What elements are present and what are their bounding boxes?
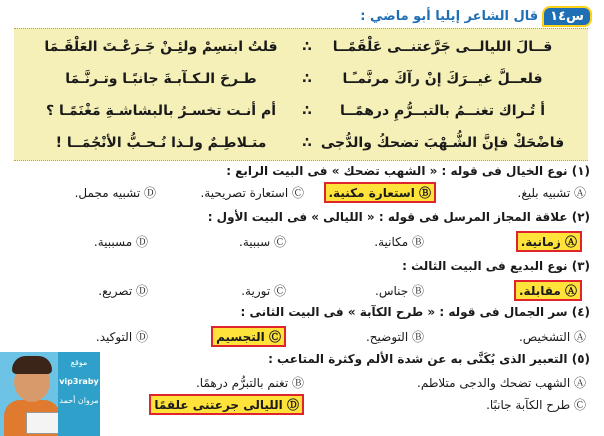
question-2-stem: (٢) علاقة المجاز المرسل فى قوله : « الليالى » فى البيت الأول : — [207, 210, 590, 224]
question-2-option-b[interactable]: Ⓑ مكانية. — [374, 235, 424, 249]
question-1-option-a[interactable]: Ⓐ تشبيه بليغ. — [517, 186, 586, 200]
question-1-option-d[interactable]: Ⓓ تشبيه مجمل. — [74, 186, 156, 200]
question-number-badge: س١٤ — [544, 8, 590, 25]
question-3-stem: (٣) نوع البديع فى البيت الثالث : — [402, 259, 590, 273]
watermark-line-1: موقع — [70, 358, 88, 367]
question-5-option-c[interactable]: Ⓒ طرح الكآبة جانبًا. — [486, 398, 586, 412]
verse-4-second-hemistich: متـلاطِـمٌ ولـذا نُـحـبُّ الأنْجُمَــا ! — [55, 135, 267, 151]
watermark-line-3: مروان أحمد — [59, 396, 99, 405]
question-1-option-b[interactable]: Ⓑ استعارة مكنية. — [324, 182, 437, 203]
question-2-option-d[interactable]: Ⓓ مسببية. — [93, 235, 148, 249]
verse-separator: ∴ — [302, 71, 312, 87]
verse-3-second-hemistich: أم أنـت تخسـرُ بالبشاشـةِ مَغْنَمًـا ؟ — [45, 103, 277, 119]
verse-2-first-hemistich: فلعــلَّ غيــرَكَ إنْ رآكَ مرنَّمـًـا — [342, 71, 543, 87]
question-3-option-b[interactable]: Ⓑ جناس. — [375, 284, 424, 298]
verse-4-first-hemistich: فاضْحَكْ فإنَّ الشُّـهْبَ تضحكُ والدُّجى — [320, 135, 565, 151]
verse-2 — [14, 67, 588, 91]
verse-3-first-hemistich: أ تُـراك تغنــمُ بالتبــرُّمِ درهمًــا — [339, 103, 545, 119]
question-4-option-b[interactable]: Ⓑ التوضيح. — [365, 330, 424, 344]
verse-separator: ∴ — [302, 103, 312, 119]
question-1-option-c[interactable]: Ⓒ استعارة تصريحية. — [200, 186, 304, 200]
question-4-option-c[interactable]: Ⓒ التجسيم — [211, 326, 286, 347]
question-3-option-a[interactable]: Ⓐ مقابلة. — [514, 280, 582, 301]
question-5-option-d[interactable]: Ⓓ الليالى جرعتنى علقمًا — [149, 394, 304, 415]
question-2-option-c[interactable]: Ⓒ سببية. — [239, 235, 286, 249]
verse-separator: ∴ — [302, 135, 312, 151]
verse-separator: ∴ — [302, 39, 312, 55]
question-5-stem: (٥) التعبير الذى يُكَنَّى به عن شدة الألم وكثرة المتاعب : — [268, 352, 590, 366]
verse-2-second-hemistich: طـرحَ الـكـآبـةَ جانبًـا وتـرنَّـمَا — [65, 71, 257, 87]
question-4-option-a[interactable]: Ⓐ التشخيص. — [518, 330, 586, 344]
question-3-option-c[interactable]: Ⓒ تورية. — [241, 284, 286, 298]
question-1-stem: (١) نوع الخيال فى قوله : « الشهب تضحك » فى البيت الرابع : — [226, 164, 590, 178]
verse-3 — [14, 99, 588, 123]
question-3-option-d[interactable]: Ⓓ تصريع. — [98, 284, 148, 298]
verse-1-first-hemistich: قــالَ الليالــى جَرَّعتنــى عَلْقَمًــا — [332, 39, 553, 55]
question-4-option-d[interactable]: Ⓓ التوكيد. — [95, 330, 148, 344]
question-5-option-b[interactable]: Ⓑ تغنم بالتبرُّم درهمًا. — [195, 376, 304, 390]
verse-4 — [14, 131, 588, 155]
watermark-line-2: vip3raby — [59, 377, 99, 386]
verse-1 — [14, 35, 588, 59]
question-header — [360, 4, 590, 28]
student-hair — [12, 356, 52, 374]
watermark-sticker — [0, 352, 100, 436]
question-4-stem: (٤) سر الجمال فى قوله : « طرح الكآبة » فى البيت الثانى : — [240, 305, 590, 319]
watermark-text-panel — [58, 352, 100, 436]
question-5-option-a[interactable]: Ⓐ الشهب تضحك والدجى متلاطم. — [417, 376, 586, 390]
book-icon — [26, 412, 60, 434]
question-2-option-a[interactable]: Ⓐ زمانية. — [516, 231, 582, 252]
verse-1-second-hemistich: قلتُ ابتسِمْ ولئِـنْ جَـرَعْـتَ العَلْقَـمَا — [44, 39, 278, 55]
poem-box — [14, 28, 588, 161]
question-title: قال الشاعر إيليا أبو ماضي : — [360, 8, 539, 24]
